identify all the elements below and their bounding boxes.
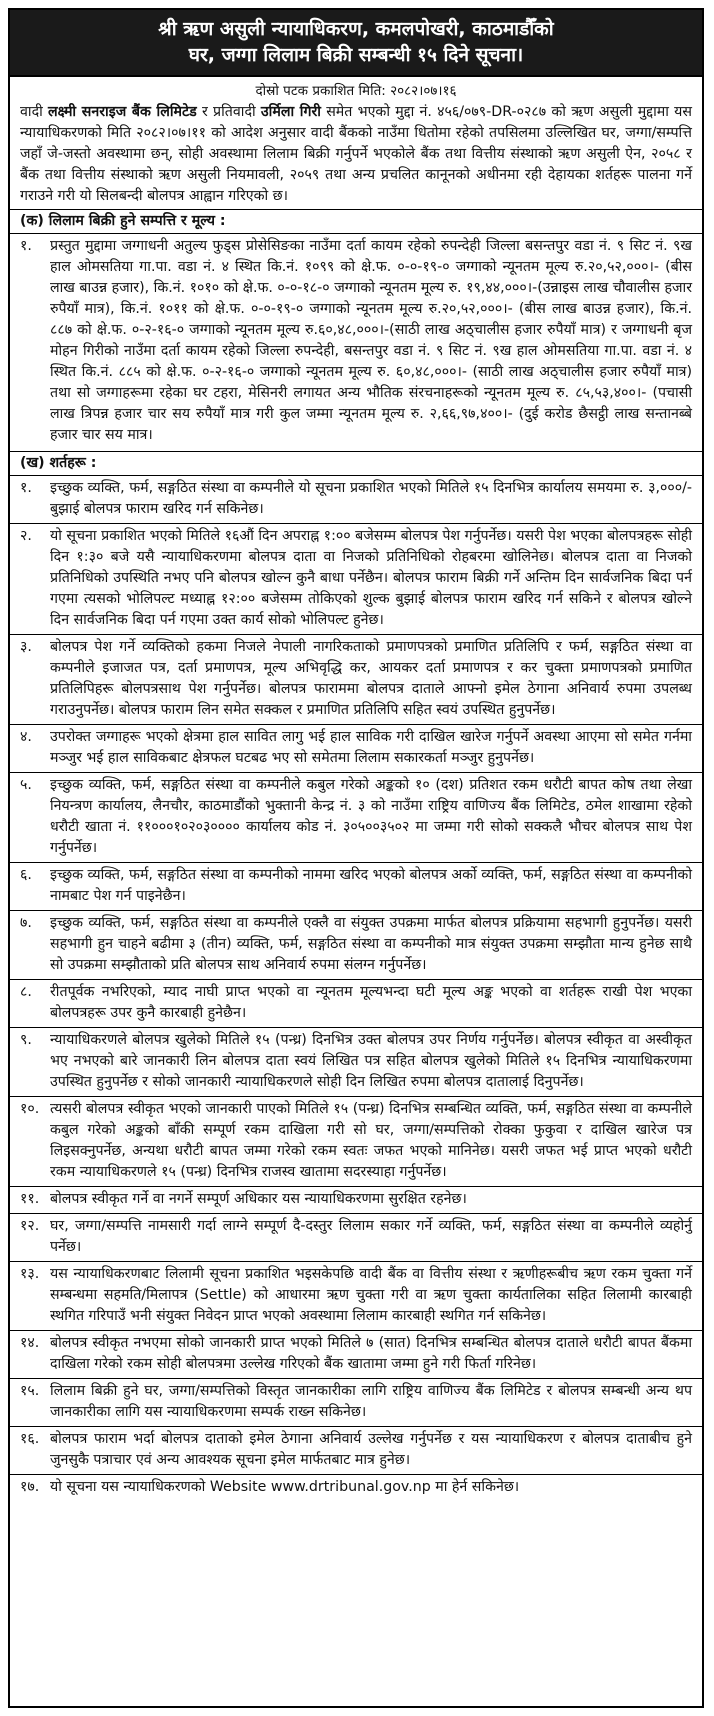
item-number: २. [20,528,32,544]
condition-item [10,1187,702,1214]
item-number: ११. [20,1191,40,1207]
item-number: ८. [20,984,32,1000]
item-number: ६. [20,867,32,883]
item-text: बोलपत्र फाराम भर्दा बोलपत्र दाताको इमेल ठेगाना अनिवार्य उल्लेख गर्नुपर्नेछ र यस न्यायाधिकरण र बोलपत्र दाताबीच हुने जुनसुकै पत्राचार एवं अन्य आवश्यक सूचना इमेल मार्फतबाट मात्र हुनेछ। [50,1431,692,1468]
section-k-heading: (क) लिलाम बिक्री हुने सम्पत्ति र मूल्य : [10,209,702,234]
notice-header [10,10,702,77]
item-text: उपरोक्त जग्गाहरू भएको क्षेत्रमा हाल सावित लागु भई हाल साविक गरी दाखिल खारेज गर्नुपर्ने अवस्था आएमा सो समेत गर्नमा मञ्जुर भई हाल साविकबाट क्षेत्रफल घटबढ भए सो समेतमा लिलाम सकारकर्ता मञ्जुर हुनुपर्नेछ। [50,729,692,766]
condition-item [10,1475,702,1501]
item-text: लिलाम बिक्री हुने घर, जग्गा/सम्पत्तिको विस्तृत जानकारीका लागि राष्ट्रिय वाणिज्य बैंक लिमिटेड र बोलपत्र सम्बन्धी अन्य थप जानकारीका लागि यस न्यायाधिकरणमा सम्पर्क राख्न सकिनेछ। [50,1383,692,1420]
item-text: इच्छुक व्यक्ति, फर्म, सङ्गठित संस्था वा कम्पनीले एक्लै वा संयुक्त उपक्रमा मार्फत बोलपत्र प्रक्रियामा सहभागी हुनुपर्नेछ। यसरी सहभागी हुन चाहने बढीमा ३ (तीन) व्यक्ति, फर्म, सङ्गठित संस्था वा कम्पनीको मात्र संयुक्त उपक्रमा सम्झौता मान्य हुनेछ साथै सो उपक्रमा सम्झौताको प्रति बोलपत्र साथ अनिवार्य रुपमा संलग्न गर्नुपर्नेछ। [50,915,692,973]
item-text: बोलपत्र स्वीकृत गर्ने वा नगर्ने सम्पूर्ण अधिकार यस न्यायाधिकरणमा सुरक्षित रहनेछ। [50,1191,467,1207]
condition-item [10,1379,702,1427]
condition-item [10,1331,702,1379]
condition-item [10,725,702,773]
item-text: त्यसरी बोलपत्र स्वीकृत भएको जानकारी पाएको मितिले १५ (पन्ध्र) दिनभित्र सम्बन्धित व्यक्ति, फर्म, सङ्गठित संस्था वा कम्पनीले कबुल गरेको अङ्कको बाँकी सम्पूर्ण रकम दाखिला गरी सो घर, जग्गा/सम्पत्तिको रोक्का फुकुवा र दाखिल खारेज पत्र लिइसक्नुपर्नेछ, अन्यथा धरौटी बापत जम्मा गरेको रकम स्वतः जफत भएको मानिनेछ। यसरी जफत भई प्राप्त भएको धरौटी रकम न्यायाधिकरणले १५ (पन्ध्र) दिनभित्र राजस्व खातामा सदरस्याहा गर्नुपर्नेछ। [50,1101,692,1180]
item-number: १०. [20,1101,40,1117]
item-text: न्यायाधिकरणले बोलपत्र खुलेको मितिले १५ (पन्ध्र) दिनभित्र उक्त बोलपत्र उपर निर्णय गर्नुपर्नेछ। बोलपत्र स्वीकृत वा अस्वीकृत भए नभएको बारे जानकारी लिन बोलपत्र दाता स्वयं लिखित पत्र सहित बोलपत्र खुलेको मितिले १५ दिनभित्र न्यायाधिकरणमा उपस्थित हुनुपर्नेछ र सोको जानकारी न्यायाधिकरणले सोही दिन लिखित रुपमा बोलपत्र दातालाई दिनुपर्नेछ। [50,1032,692,1090]
item-text: प्रस्तुत मुद्दामा जग्गाधनी अतुल्य फुड्स प्रोसेसिङका नाउँमा दर्ता कायम रहेको रुपन्देही जिल्ला बसन्तपुर वडा नं. ९ सिट नं. ९ख हाल ओमसतिया गा.पा. वडा नं. ४ स्थित कि.नं. १०९९ को क्षे.फ. ०-०-१९-० जग्गाको न्यूनतम मूल्य रु.२०,५२,०००।- (बीस लाख बाउन्न हजार), कि.नं. १०१० को क्षे.फ. ०-०-१८-० जग्गाको न्यूनतम मूल्य रु. १९,४४,०००।-(उन्नाइस लाख चौवालीस हजार रुपैयाँ मात्र), कि.नं. १०११ को क्षे.फ. ०-०-१९-० जग्गाको न्यूनतम मूल्य रु.२०,५२,०००।- (बीस लाख बाउन्न हजार), कि.नं. ८८७ को क्षे.फ. ०-२-१६-० जग्गाको न्यूनतम मूल्य रु.६०,४८,०००।-(साठी लाख अठ्चालीस हजार रुपैयाँ मात्र) र जग्गाधनी बृज मोहन गिरीको नाउँमा दर्ता कायम रहेको जिल्ला रुपन्देही, बसन्तपुर वडा नं. ९ सिट नं. ९ख हाल ओमसतिया गा.पा. वडा नं. ४ स्थित कि.नं. ८८५ को क्षे.फ. ०-२-१६-० जग्गाको न्यूनतम मूल्य रु. ६०,४८,०००।- (साठी लाख अठ्चालीस हजार रुपैयाँ मात्र) तथा सो जग्गाहरूमा रहेका घर टहरा, मेसिनरी लगायत अन्य भौतिक संरचनाहरूको न्यूनतम मूल्य रु. ८५,५३,४००।- (पचासी लाख त्रिपन्न हजार चार सय रुपैयाँ मात्र गरी कुल जम्मा न्यूनतम मूल्य रु. २,६६,९७,४००।- (दुई करोड छैसट्ठी लाख सन्तानब्बे हजार चार सय मात्र। [50,238,692,443]
item-number: १३. [20,1266,40,1282]
item-text: यो सूचना प्रकाशित भएको मितिले १६औं दिन अपराह्न १:०० बजेसम्म बोलपत्र पेश गर्नुपर्नेछ। यसरी पेश भएका बोलपत्रहरू सोही दिन १:३० बजे यसै न्यायाधिकरणमा बोलपत्र दाता वा निजको प्रतिनिधिको रोहबरमा खोलिनेछ। बोलपत्र दाता वा निजको प्रतिनिधिको उपस्थिति नभए पनि बोलपत्र खोल्न कुनै बाधा पर्नेछैन। बोलपत्र फाराम बिक्री गर्ने अन्तिम दिन सार्वजनिक बिदा पर्न गएमा त्यसको भोलिपल्ट मध्याह्न १२:०० बजेसम्म तोकिएको शुल्क बुझाई बोलपत्र फाराम खरिद गर्न सकिने र बोलपत्र खोल्ने दिन सार्वजनिक बिदा पर्न गएमा उक्त कार्य सोको भोलिपल्ट हुनेछ। [50,528,692,628]
notice-title-line2: घर, जग्गा लिलाम बिक्री सम्बन्धी १५ दिने सूचना। [188,44,524,66]
item-text: इच्छुक व्यक्ति, फर्म, सङ्गठित संस्था वा कम्पनीले कबुल गरेको अङ्कको १० (दश) प्रतिशत रकम धरौटी बापत कोष तथा लेखा नियन्त्रण कार्यालय, लैनचौर, काठमाडौंको भुक्तानी केन्द्र नं. ३ को नाउँमा राष्ट्रिय वाणिज्य बैंक लिमिटेड, ठमेल शाखामा रहेको धरौटी खाता नं. ११०००१०२०३०००० कार्यालय कोड नं. ३०५००३५०२ मा जम्मा गरी सोको सक्कलै भौचर बोलपत्र साथ पेश गर्नुपर्नेछ। [50,777,692,856]
property-item [10,234,702,449]
item-text: यस न्यायाधिकरणबाट लिलामी सूचना प्रकाशित भइसकेपछि वादी बैंक वा वित्तीय संस्था र ऋणीहरूबीच ऋण रकम चुक्ता गर्ने सम्बन्धमा सहमति/मिलापत्र (Settle) को आधारमा ऋण चुक्ता गरी वा ऋण चुक्ता कार्यतालिका सहित लिलामी कारबाही स्थगित गरिपाउँ भनी संयुक्त निवेदन प्राप्त भएको अवस्थामा लिलाम कारबाही स्थगित गर्न सकिनेछ। [50,1266,692,1324]
condition-item [10,476,702,524]
item-text: घर, जग्गा/सम्पत्ति नामसारी गर्दा लाग्ने सम्पूर्ण दै-दस्तुर लिलाम सकार गर्ने व्यक्ति, फर्म, सङ्गठित संस्था वा कम्पनीले व्यहोर्नु पर्नेछ। [50,1218,692,1255]
item-number: १२. [20,1218,40,1234]
item-number: ७. [20,915,32,931]
condition-item [10,863,702,911]
property-list [10,234,702,449]
condition-item [10,1214,702,1262]
item-text: इच्छुक व्यक्ति, फर्म, सङ्गठित संस्था वा कम्पनीले यो सूचना प्रकाशित भएको मितिले १५ दिनभित्र कार्यालय समयमा रु. ३,०००/- बुझाई बोलपत्र फाराम खरिद गर्न सकिनेछ। [50,480,692,517]
notice-title-line1: श्री ऋण असुली न्यायाधिकरण, कमलपोखरी, काठमाडौँको [158,18,554,40]
auction-notice [8,8,704,1708]
item-number: ९. [20,1032,32,1048]
condition-item [10,524,702,635]
item-number: १. [20,480,32,496]
item-number: १४. [20,1335,40,1351]
item-number: १७. [20,1479,40,1495]
condition-item [10,1028,702,1097]
intro-text-1: वादी [20,104,49,120]
intro-paragraph [20,102,692,207]
notice-body [10,77,702,1501]
section-kh-heading: (ख) शर्तहरू : [10,451,702,476]
condition-item [10,911,702,980]
condition-item [10,635,702,725]
item-number: १६. [20,1431,40,1447]
item-number: ४. [20,729,32,745]
condition-item [10,980,702,1028]
plaintiff-name: लक्ष्मी सनराइज बैंक लिमिटेड [48,104,197,120]
item-number: ५. [20,777,32,793]
item-text: बोलपत्र स्वीकृत नभएमा सोको जानकारी प्राप्त भएको मितिले ७ (सात) दिनभित्र सम्बन्धित बोलपत्र दाताले धरौटी बापत बैंकमा दाखिला गरेको रकम सोही बोलपत्रमा उल्लेख गरिएको बैंक खातामा जम्मा हुने गरी फिर्ता गरिनेछ। [50,1335,692,1372]
item-number: १५. [20,1383,40,1399]
conditions-list [10,476,702,1501]
condition-item [10,1097,702,1187]
item-text: रीतपूर्वक नभरिएको, म्याद नाघी प्राप्त भएको वा न्यूनतम मूल्यभन्दा घटी मूल्य अङ्क भएको वा शर्तहरू राखी पेश भएका बोलपत्रहरू उपर कुनै कारबाही हुनेछैन। [50,984,692,1021]
defendant-name: उर्मिला गिरी [260,104,321,120]
item-text: बोलपत्र पेश गर्ने व्यक्तिको हकमा निजले नेपाली नागरिकताको प्रमाणपत्रको प्रमाणित प्रतिलिपि र फर्म, सङ्गठित संस्था वा कम्पनीले इजाजत पत्र, दर्ता प्रमाणपत्र, मूल्य अभिवृद्धि कर, आयकर दर्ता प्रमाणपत्र र कर चुक्ता प्रमाणपत्रको प्रमाणित प्रतिलिपिहरू बोलपत्रसाथ पेश गर्नुपर्नेछ। बोलपत्र फाराममा बोलपत्र दाताले आफ्नो इमेल ठेगाना अनिवार्य रुपमा उपलब्ध गराउनुपर्नेछ। बोलपत्र फाराम लिन समेत सक्कल र प्रमाणित प्रतिलिपि सहित स्वयं उपस्थित हुनुपर्नेछ। [50,639,692,718]
intro-text-3: समेत भएको मुद्दा नं. ४५६/०७९-DR-०२८७ को ऋण असुली मुद्दामा यस न्यायाधिकरणको मिति २०८२।०७।११ को आदेश अनुसार वादी बैंकको नाउँमा धितोमा रहेको तपसिलमा उल्लिखित घर, जग्गा/सम्पत्ति जहाँ जे-जस्तो अवस्थामा छन्, सोही अवस्थामा लिलाम बिक्री गर्नुपर्ने भएकोले बैंक तथा वित्तीय संस्थाको ऋण असुली ऐन, २०५८ र बैंक तथा वित्तीय संस्थाको ऋण असुली नियमावली, २०५९ तथा अन्य प्रचलित कानूनको अधीनमा रही देहायका शर्तहरू पालना गर्ने गराउने गरी यो सिलबन्दी बोलपत्र आह्वान गरिएको छ। [20,104,693,204]
intro-text-2: र प्रतिवादी [196,104,261,120]
condition-item [10,1427,702,1475]
item-number: ३. [20,639,32,655]
item-text: यो सूचना यस न्यायाधिकरणको Website www.drtribunal.gov.np मा हेर्न सकिनेछ। [50,1479,520,1495]
publication-date: दोस्रो पटक प्रकाशित मिति: २०८२।०७।१६ [255,83,457,99]
item-number: १. [20,238,32,254]
condition-item [10,773,702,863]
item-text: इच्छुक व्यक्ति, फर्म, सङ्गठित संस्था वा कम्पनीको नाममा खरिद भएको बोलपत्र अर्को व्यक्ति, फर्म, सङ्गठित संस्था वा कम्पनीको नामबाट पेश गर्न पाइनेछैन। [50,867,692,904]
condition-item [10,1262,702,1331]
